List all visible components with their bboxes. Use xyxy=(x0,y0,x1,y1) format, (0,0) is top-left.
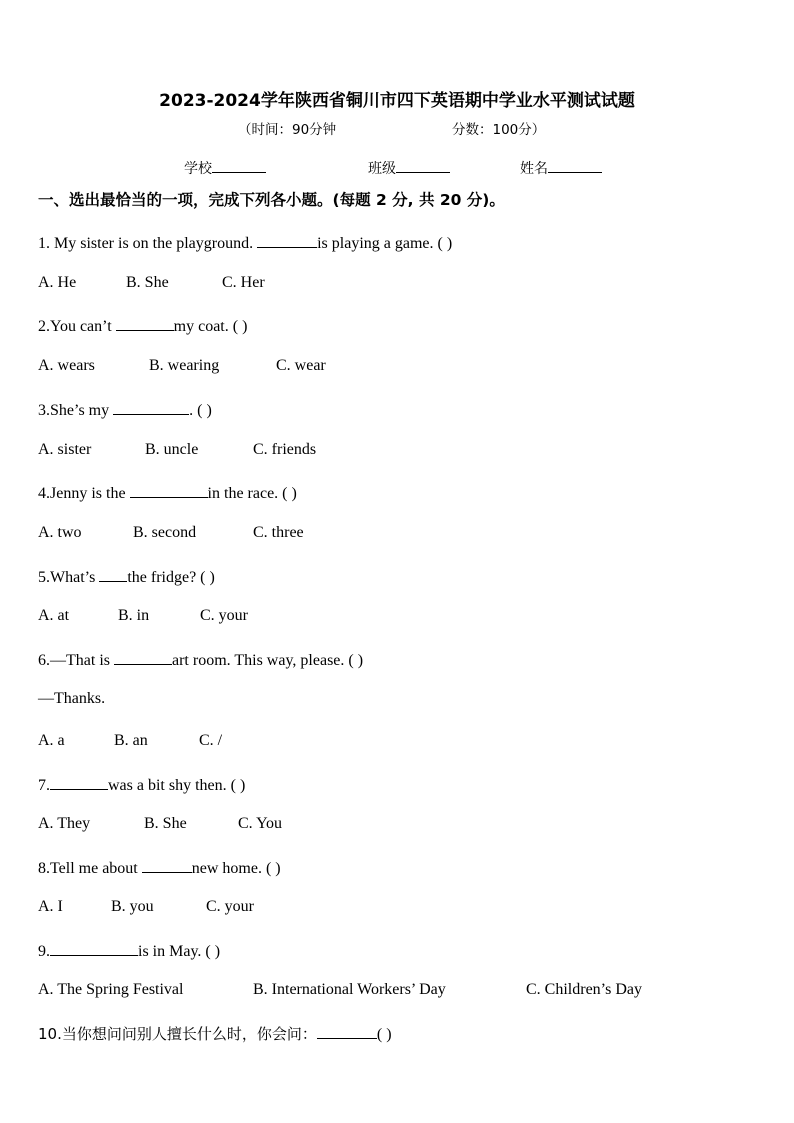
section-heading: 一、选出最恰当的一项，完成下列各小题。(每题 2 分, 共 20 分)。 xyxy=(38,191,505,209)
answer-blank[interactable] xyxy=(257,232,317,248)
question-stem: 10.当你想问问别人擅长什么时，你会问： xyxy=(38,1025,317,1043)
option-b[interactable]: B. second xyxy=(133,524,197,541)
question-stem: 7. xyxy=(38,777,50,794)
answer-blank[interactable] xyxy=(130,482,208,498)
option-a[interactable]: A. I xyxy=(38,898,63,915)
question-stem: art room. This way, please. ( ) xyxy=(172,652,364,669)
question-stem: my coat. ( ) xyxy=(173,318,248,335)
options-5 xyxy=(38,607,248,625)
question-stem: 1. My sister is on the playground. xyxy=(38,235,258,252)
question-4 xyxy=(38,482,297,503)
question-stem: 3.She’s my xyxy=(38,402,114,419)
question-stem: was a bit shy then. ( ) xyxy=(108,777,246,794)
option-b[interactable]: B. uncle xyxy=(145,441,199,458)
option-b[interactable]: B. She xyxy=(126,274,169,291)
option-a[interactable]: A. sister xyxy=(38,441,92,458)
question-7 xyxy=(38,774,245,795)
question-10 xyxy=(38,1023,392,1044)
question-6-reply: —Thanks. xyxy=(38,690,106,707)
options-1 xyxy=(38,274,265,292)
class-label: 班级 xyxy=(368,161,396,177)
question-stem: . ( ) xyxy=(189,402,212,419)
option-a[interactable]: A. wears xyxy=(38,357,95,374)
option-c[interactable]: C. your xyxy=(200,607,248,624)
exam-score: 分数：100分） xyxy=(452,122,546,138)
name-field xyxy=(520,158,602,178)
school-field xyxy=(184,158,266,178)
question-stem: the fridge? ( ) xyxy=(127,569,215,586)
name-label: 姓名 xyxy=(520,161,548,177)
question-stem: new home. ( ) xyxy=(191,860,281,877)
question-stem: 9. xyxy=(38,943,50,960)
school-label: 学校 xyxy=(184,161,212,177)
question-stem: is in May. ( ) xyxy=(138,943,221,960)
option-b[interactable]: B. you xyxy=(111,898,154,915)
question-stem: 8.Tell me about xyxy=(38,860,142,877)
answer-blank[interactable] xyxy=(142,857,192,873)
question-stem: 6.—That is xyxy=(38,652,114,669)
options-6 xyxy=(38,732,222,750)
option-a[interactable]: A. He xyxy=(38,274,77,291)
option-b[interactable]: B. in xyxy=(118,607,150,624)
option-b[interactable]: B. International Workers’ Day xyxy=(253,981,446,998)
class-blank[interactable] xyxy=(396,158,450,173)
option-b[interactable]: B. She xyxy=(144,815,187,832)
options-2 xyxy=(38,357,326,375)
option-a[interactable]: A. two xyxy=(38,524,82,541)
options-8 xyxy=(38,898,254,916)
option-b[interactable]: B. wearing xyxy=(149,357,220,374)
option-c[interactable]: C. friends xyxy=(253,441,317,458)
question-stem: in the race. ( ) xyxy=(207,485,297,502)
option-c[interactable]: C. You xyxy=(238,815,283,832)
answer-blank[interactable] xyxy=(50,940,138,956)
answer-blank[interactable] xyxy=(50,774,108,790)
class-field xyxy=(368,158,450,178)
school-blank[interactable] xyxy=(212,158,266,173)
answer-blank[interactable] xyxy=(317,1023,377,1039)
option-a[interactable]: A. The Spring Festival xyxy=(38,981,184,998)
question-stem: 2.You can’t xyxy=(38,318,116,335)
option-c[interactable]: C. Children’s Day xyxy=(526,981,642,998)
question-9 xyxy=(38,940,220,961)
options-3 xyxy=(38,441,316,459)
answer-blank[interactable] xyxy=(116,315,174,331)
page-title: 2023-2024学年陕西省铜川市四下英语期中学业水平测试试题 xyxy=(159,91,635,111)
option-a[interactable]: A. They xyxy=(38,815,91,832)
question-2 xyxy=(38,315,247,336)
question-3 xyxy=(38,399,212,420)
options-9 xyxy=(38,981,642,999)
answer-blank[interactable] xyxy=(113,399,189,415)
question-1 xyxy=(38,232,452,253)
question-8 xyxy=(38,857,281,878)
question-6 xyxy=(38,649,363,670)
option-b[interactable]: B. an xyxy=(114,732,148,749)
option-a[interactable]: A. at xyxy=(38,607,70,624)
option-c[interactable]: C. your xyxy=(206,898,254,915)
option-c[interactable]: C. / xyxy=(199,732,223,749)
answer-blank[interactable] xyxy=(99,566,127,582)
question-stem: ( ) xyxy=(376,1026,392,1043)
option-c[interactable]: C. three xyxy=(253,524,304,541)
option-c[interactable]: C. Her xyxy=(222,274,265,291)
question-stem: is playing a game. ( ) xyxy=(317,235,453,252)
options-4 xyxy=(38,524,304,542)
question-stem: 4.Jenny is the xyxy=(38,485,130,502)
option-c[interactable]: C. wear xyxy=(276,357,326,374)
answer-blank[interactable] xyxy=(114,649,172,665)
options-7 xyxy=(38,815,282,833)
question-stem: 5.What’s xyxy=(38,569,100,586)
exam-time: （时间：90分钟 xyxy=(238,122,337,138)
question-5 xyxy=(38,566,215,587)
option-a[interactable]: A. a xyxy=(38,732,65,749)
name-blank[interactable] xyxy=(548,158,602,173)
